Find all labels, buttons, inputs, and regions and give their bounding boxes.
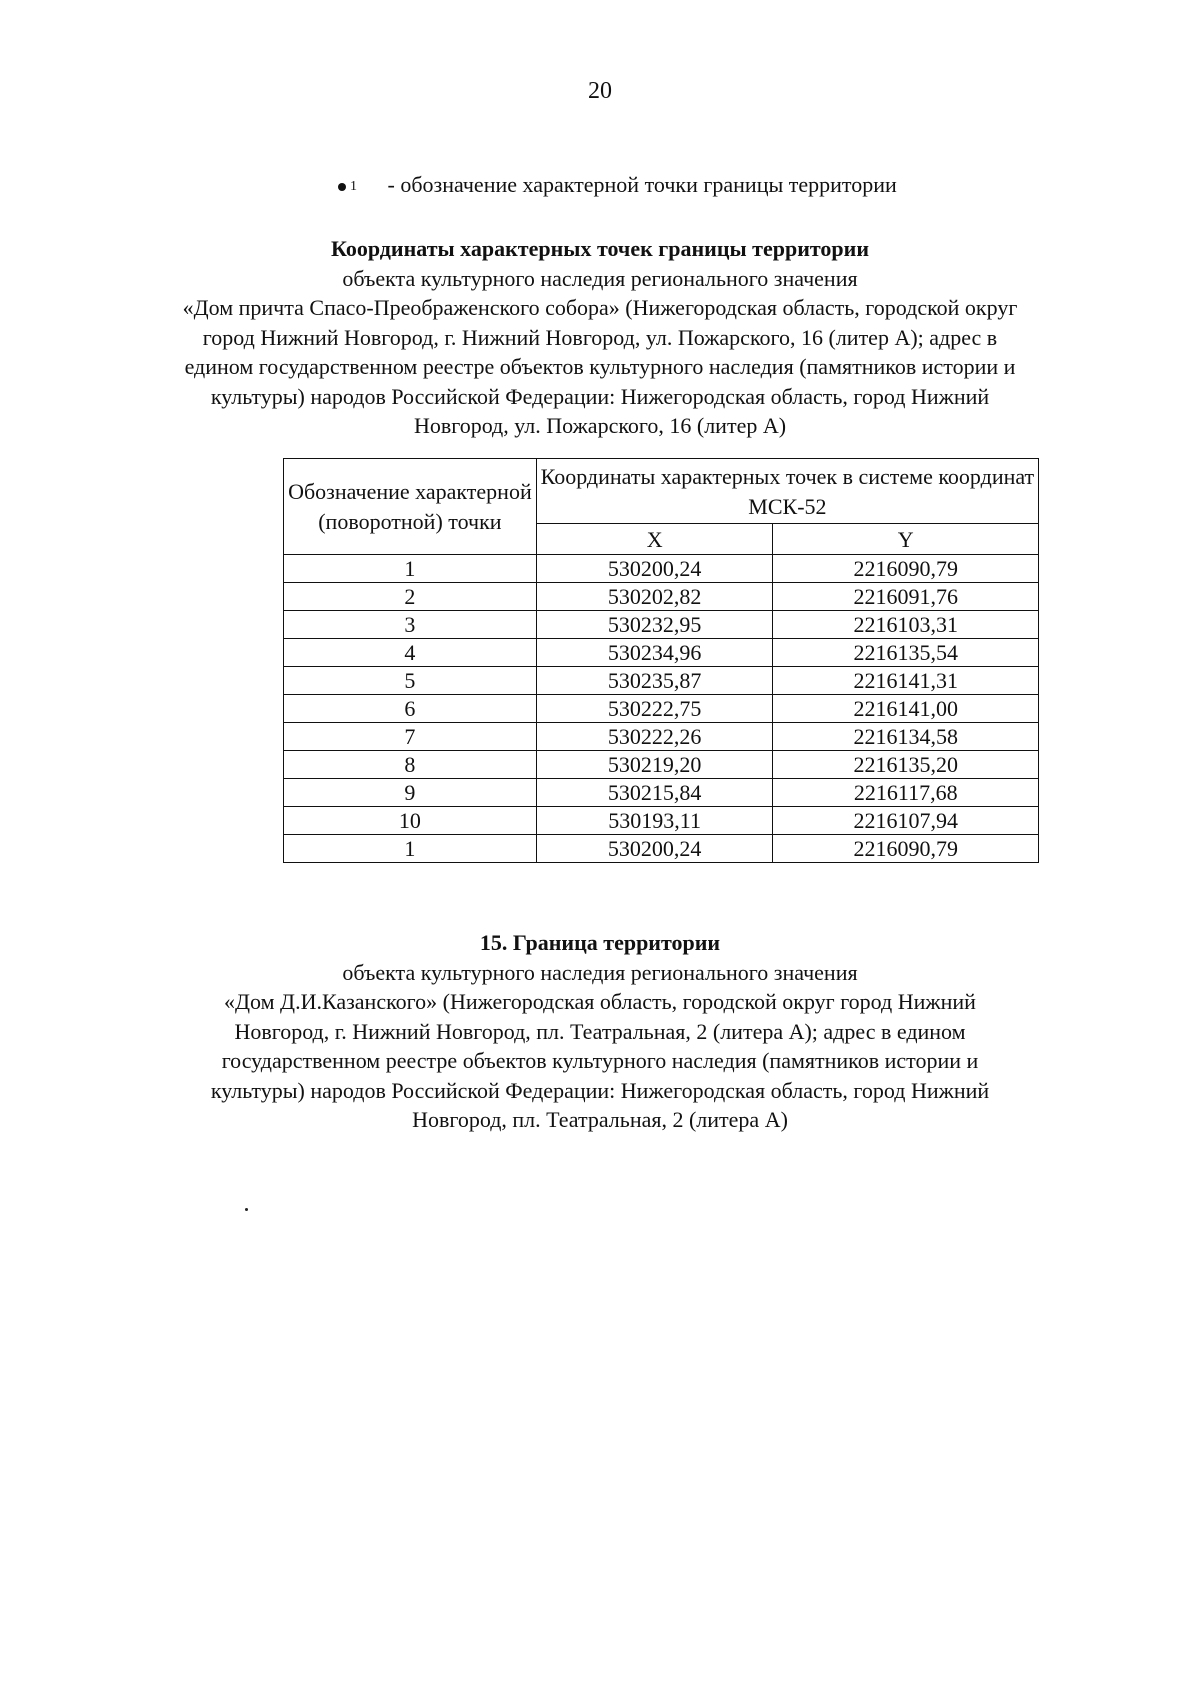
cell-point: 6: [284, 695, 537, 723]
cell-point: 1: [284, 555, 537, 583]
cell-point: 5: [284, 667, 537, 695]
cell-x: 530193,11: [536, 807, 773, 835]
cell-y: 2216135,20: [773, 751, 1039, 779]
cell-x: 530222,26: [536, 723, 773, 751]
cell-y: 2216141,31: [773, 667, 1039, 695]
description-line: Новгород, г. Нижний Новгород, пл. Театральная, 2 (литера А); адрес в едином: [234, 1018, 966, 1044]
scan-speck: [245, 1208, 248, 1211]
cell-y: 2216107,94: [773, 807, 1039, 835]
legend-point-label: 1: [350, 178, 357, 194]
table-row: [284, 583, 1039, 611]
description-line: Новгород, ул. Пожарского, 16 (литер А): [413, 413, 787, 438]
cell-y: 2216091,76: [773, 583, 1039, 611]
description-line: едином государственном реестре объектов культурного наследия (памятников истории и: [184, 354, 1016, 379]
header-y: Y: [773, 524, 1039, 555]
cell-x: 530202,82: [536, 583, 773, 611]
cell-x: 530234,96: [536, 639, 773, 667]
table-row: [284, 555, 1039, 583]
coordinates-table: [283, 458, 1039, 863]
header-point-designation: Обозначение характерной (поворотной) точки: [284, 459, 537, 555]
section-coordinates-description: [150, 234, 1050, 441]
description-line: Новгород, пл. Театральная, 2 (литера А): [412, 1107, 788, 1132]
legend-text: - обозначение характерной точки границы территории: [387, 172, 897, 197]
description-line: «Дом Д.И.Казанского» (Нижегородская область, городской округ город Нижний: [224, 989, 976, 1014]
cell-point: 1: [284, 835, 537, 863]
section-15-description: [150, 928, 1050, 1135]
cell-y: 2216090,79: [773, 555, 1039, 583]
table-body: [284, 555, 1039, 863]
table-row: [284, 779, 1039, 807]
cell-y: 2216134,58: [773, 723, 1039, 751]
table-row: [284, 639, 1039, 667]
cell-x: 530235,87: [536, 667, 773, 695]
cell-x: 530200,24: [536, 835, 773, 863]
description-line: культуры) народов Российской Федерации: Нижегородская область, город Нижний: [210, 383, 990, 409]
cell-point: 7: [284, 723, 537, 751]
cell-y: 2216090,79: [773, 835, 1039, 863]
cell-x: 530200,24: [536, 555, 773, 583]
cell-x: 530215,84: [536, 779, 773, 807]
cell-point: 8: [284, 751, 537, 779]
cell-y: 2216103,31: [773, 611, 1039, 639]
cell-x: 530219,20: [536, 751, 773, 779]
description-line: объекта культурного наследия регионального значения: [342, 265, 858, 291]
boundary-point-marker: [338, 172, 382, 198]
cell-y: 2216135,54: [773, 639, 1039, 667]
cell-point: 10: [284, 807, 537, 835]
table-row: [284, 751, 1039, 779]
boundary-point-dot-icon: [338, 183, 346, 191]
description-line: культуры) народов Российской Федерации: Нижегородская область, город Нижний: [210, 1077, 990, 1103]
cell-point: 2: [284, 583, 537, 611]
cell-point: 3: [284, 611, 537, 639]
table-row: [284, 667, 1039, 695]
cell-point: 9: [284, 779, 537, 807]
header-coordinate-system: Координаты характерных точек в системе координат МСК-52: [536, 459, 1038, 524]
cell-y: 2216117,68: [773, 779, 1039, 807]
page-number: 20: [588, 78, 612, 104]
cell-point: 4: [284, 639, 537, 667]
description-line: город Нижний Новгород, г. Нижний Новгород, ул. Пожарского, 16 (литер А); адрес в: [202, 324, 998, 350]
section-heading: 15. Граница территории: [479, 930, 721, 955]
table-row: [284, 611, 1039, 639]
description-line: объекта культурного наследия регионального значения: [342, 959, 858, 985]
cell-y: 2216141,00: [773, 695, 1039, 723]
section-heading: Координаты характерных точек границы территории: [330, 236, 870, 261]
table-row: [284, 723, 1039, 751]
header-x: X: [536, 524, 773, 555]
table-row: [284, 695, 1039, 723]
description-line: «Дом причта Спасо-Преображенского собора» (Нижегородская область, городской округ: [182, 295, 1018, 320]
cell-x: 530222,75: [536, 695, 773, 723]
cell-x: 530232,95: [536, 611, 773, 639]
table-row: [284, 835, 1039, 863]
description-line: государственном реестре объектов культурного наследия (памятников истории и: [221, 1048, 979, 1073]
legend: [338, 172, 897, 198]
table-row: [284, 807, 1039, 835]
